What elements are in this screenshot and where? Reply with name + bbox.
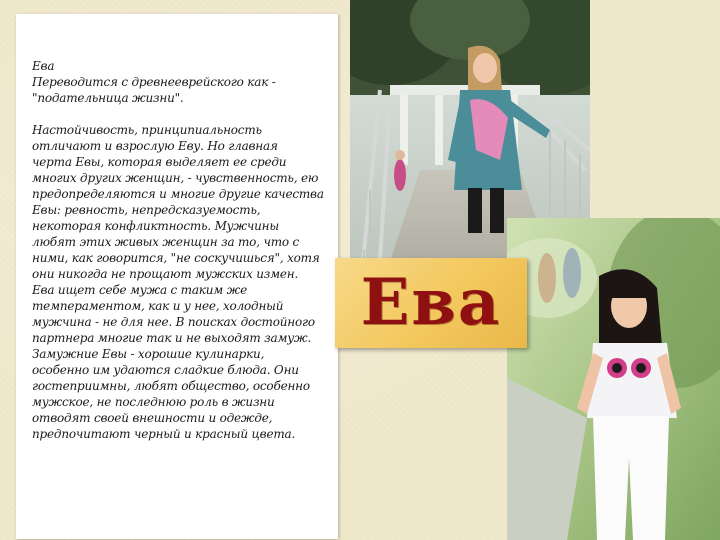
name-card: [335, 258, 527, 348]
text-line: Ева ищет себе мужа с таким же: [32, 283, 247, 297]
photo-girl-in-white: [507, 218, 720, 540]
text-line: предпочитают черный и красный цвета.: [32, 427, 296, 441]
text-line: гостеприимны, любят общество, особенно: [32, 379, 310, 393]
text-line: Ева: [32, 59, 55, 73]
text-line: черта Евы, которая выделяет ее среди: [32, 155, 287, 169]
text-line: они никогда не прощают мужских измен.: [32, 267, 299, 281]
text-line: многих других женщин, - чувственность, ею: [32, 171, 319, 185]
text-line: Евы: ревность, непредсказуемость,: [32, 203, 261, 217]
text-line: Замужние Евы - хорошие кулинарки,: [32, 347, 265, 361]
text-line: темпераментом, как и у нее, холодный: [32, 299, 284, 313]
text-line: любят этих живых женщин за то, что с: [32, 235, 300, 249]
text-line: некоторая конфликтность. Мужчины: [32, 219, 279, 233]
text-line: партнера многие так и не выходят замуж.: [32, 331, 312, 345]
text-line: особенно им удаются сладкие блюда. Они: [32, 363, 299, 377]
name-title: Ева: [360, 265, 502, 340]
text-line: Настойчивость, принципиальность: [32, 123, 262, 137]
text-line: "подательница жизни".: [32, 91, 184, 105]
text-line: ними, как говорится, "не соскучишься", хотя: [32, 251, 320, 265]
text-line: Переводится с древнееврейского как -: [32, 75, 276, 89]
text-line: отводят своей внешности и одежде,: [32, 411, 273, 425]
text-line: предопределяются и многие другие качества: [32, 187, 324, 201]
text-line: отличают и взрослую Еву. Но главная: [32, 139, 278, 153]
text-line: мужское, не последнюю роль в жизни: [32, 395, 275, 409]
description-text: [32, 58, 332, 442]
text-line: мужчина - не для нее. В поисках достойного: [32, 315, 315, 329]
